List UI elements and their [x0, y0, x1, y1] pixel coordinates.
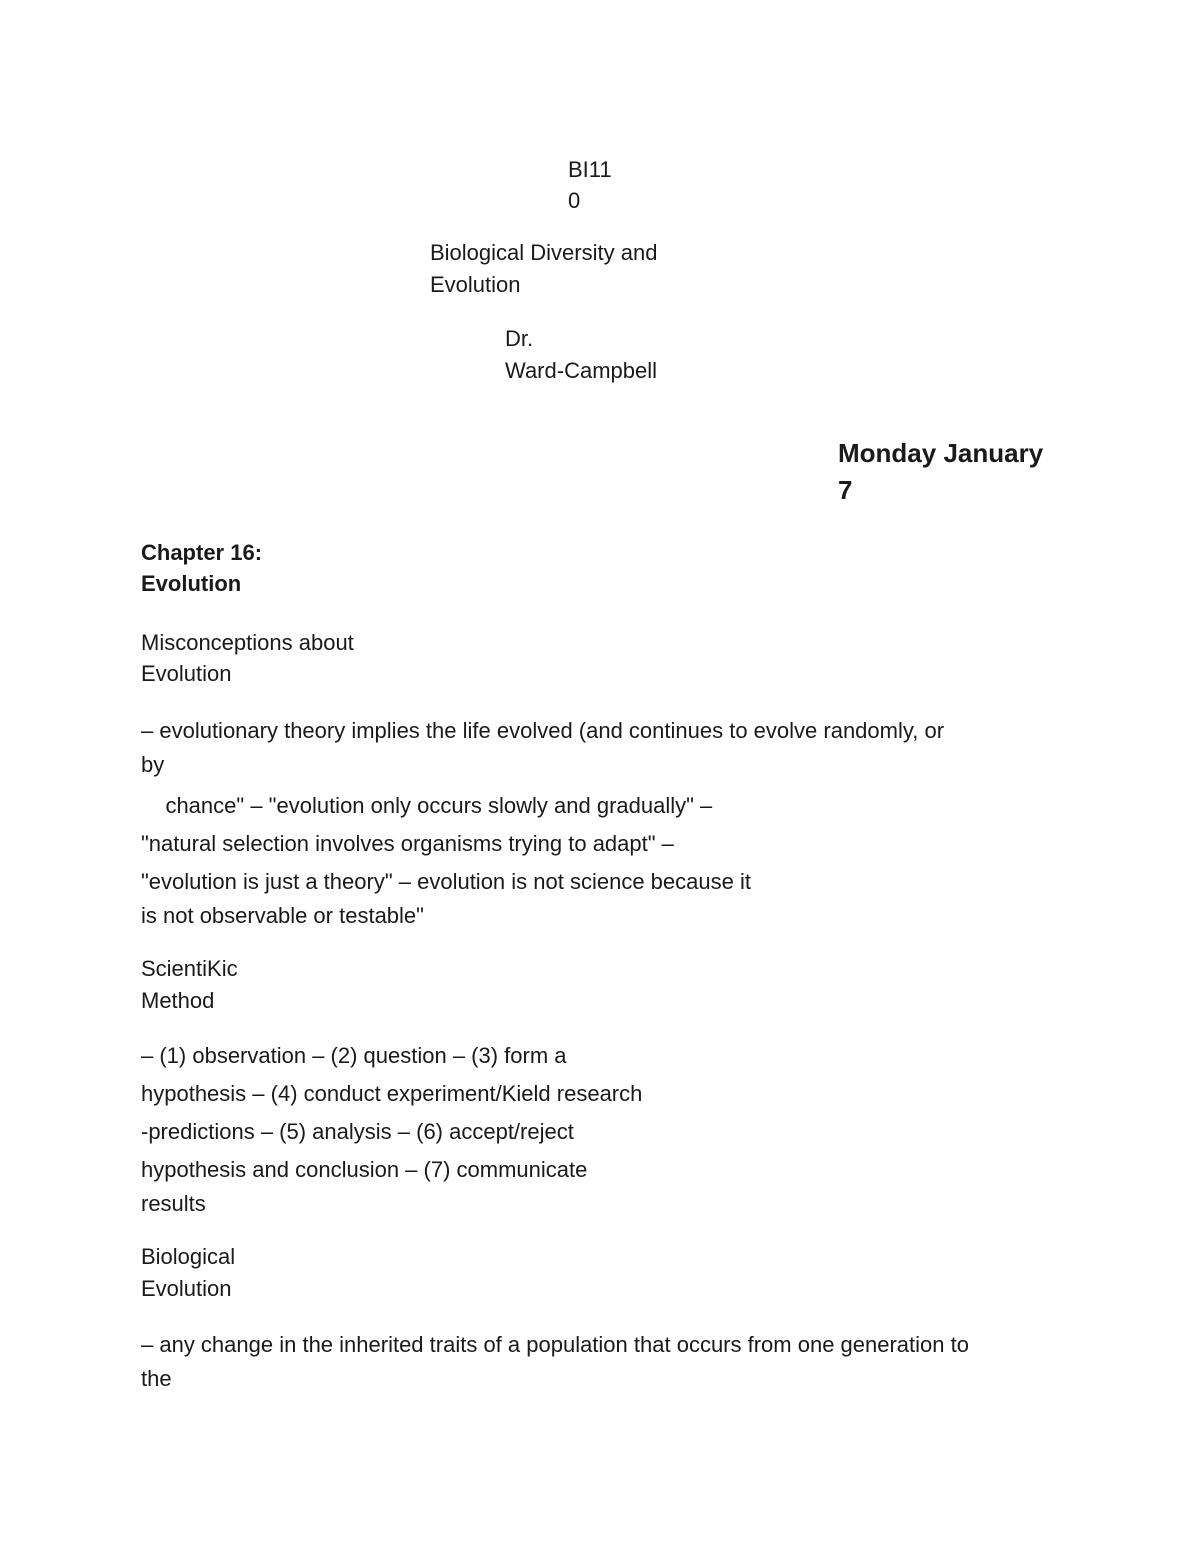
biological-evolution-heading-line1: Biological — [141, 1244, 236, 1269]
course-title-line1: Biological Diversity and — [430, 240, 658, 265]
scientific-method-line: – (1) observation – (2) question – (3) form a — [141, 1043, 567, 1068]
biological-evolution-line: the — [141, 1366, 172, 1391]
misconceptions-heading-line1: Misconceptions about — [141, 630, 354, 655]
biological-evolution-heading-line2: Evolution — [141, 1276, 232, 1301]
date-line1: Monday January — [838, 438, 1044, 468]
biological-evolution-line: – any change in the inherited traits of a population that occurs from one generation to — [141, 1332, 969, 1357]
scientific-method-line: hypothesis – (4) conduct experiment/Kield research — [141, 1081, 643, 1106]
chapter-heading-line1: Chapter 16: — [141, 540, 263, 565]
misconceptions-line: "natural selection involves organisms trying to adapt" – — [141, 831, 674, 856]
date-line2: 7 — [838, 475, 853, 505]
chapter-heading-line2: Evolution — [141, 571, 242, 596]
misconceptions-line: chance" – "evolution only occurs slowly and gradually" – — [141, 793, 713, 818]
scientific-method-line: results — [141, 1191, 206, 1216]
misconceptions-heading-line2: Evolution — [141, 661, 232, 686]
scientific-method-heading-line2: Method — [141, 988, 215, 1013]
misconceptions-line: is not observable or testable" — [141, 903, 424, 928]
misconceptions-line: – evolutionary theory implies the life evolved (and continues to evolve randomly, or — [141, 718, 945, 743]
instructor-line2: Ward-Campbell — [505, 358, 658, 383]
course-title-line2: Evolution — [430, 272, 521, 297]
course-code-line2: 0 — [568, 188, 581, 213]
course-code-line1: BI11 — [568, 157, 612, 182]
misconceptions-line: "evolution is just a theory" – evolution is not science because it — [141, 869, 751, 894]
misconceptions-line: by — [141, 752, 165, 777]
scientific-method-heading-line1: ScientiKic — [141, 956, 238, 981]
scientific-method-line: hypothesis and conclusion – (7) communicate — [141, 1157, 588, 1182]
scientific-method-line: -predictions – (5) analysis – (6) accept/reject — [141, 1119, 574, 1144]
instructor-line1: Dr. — [505, 326, 534, 351]
